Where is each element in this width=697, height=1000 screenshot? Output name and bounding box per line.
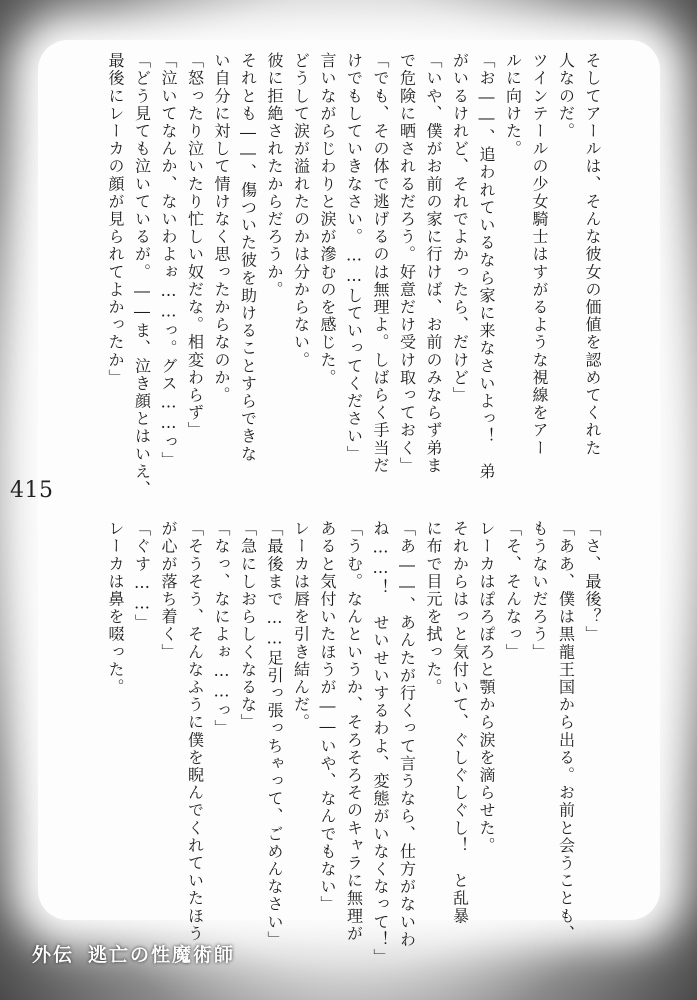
text-line: ツインテールの少女騎士はすがるような視線をアー	[530, 52, 549, 457]
text-line: レーカはぽろぽろと顎から涙を滴らせた。	[477, 520, 496, 855]
text-line: が心が落ち着く」	[159, 520, 178, 661]
text-line: 「さ、最後？」	[583, 520, 602, 644]
text-line: ね……！ せいせいするわよ、変態がいなくなって！」	[371, 520, 390, 966]
text-line: 「いや、僕がお前の家に行けば、お前のみならず弟ま	[424, 52, 443, 475]
text-line: 「お――、追われているなら家に来なさいよっ！ 弟	[477, 52, 496, 481]
text-line: もうないだろう」	[530, 520, 549, 661]
text-line: 「どう見ても泣いているが。――ま、泣き顔とはいえ、	[132, 52, 152, 498]
top-text-block	[102, 52, 606, 498]
text-line: それからはっと気付いて、ぐしぐしぐし！ と乱暴	[450, 520, 470, 925]
text-line: 「怒ったり泣いたり忙しい奴だな。相変わらず」	[185, 52, 205, 440]
text-line: けでもしていきなさい。……していってください」	[344, 52, 364, 463]
text-line: 人なのだ。	[556, 52, 576, 140]
running-footer	[32, 940, 235, 967]
footer-section: 外伝	[32, 944, 75, 966]
text-line: それとも――、傷ついた彼を助けることすらできな	[238, 52, 258, 463]
text-line: 彼に拒絶されたからだろうか。	[265, 52, 284, 299]
text-line: 「泣いてなんか、ないわよぉ……っ。グス……っ」	[159, 52, 178, 469]
text-line: 「そうそう、そんなふうに僕を睨んでくれていたほう	[185, 520, 205, 943]
text-line: 「最後まで……足引っ張っちゃって、ごめんなさい」	[265, 520, 284, 949]
text-line: どうして涙が溢れたのかは分からない。	[291, 52, 311, 369]
text-line: 「うむ。なんというか、そろそろそのキャラに無理が	[344, 520, 364, 943]
text-line: ルに向けた。	[503, 52, 523, 158]
footer-title: 逃亡の性魔術師	[88, 944, 236, 966]
text-line: 「でも、その体で逃げるのは無理よ。しばらく手当だ	[371, 52, 390, 475]
text-line: い自分に対して情けなく思ったからなのか。	[212, 52, 231, 404]
text-line: 最後にレーカの顔が見られてよかったか」	[106, 52, 125, 387]
text-line: 「あ――、あんたが行くって言うなら、仕方がないわ	[397, 520, 417, 949]
text-line: そしてアールは、そんな彼女の価値を認めてくれた	[583, 52, 602, 457]
text-line: がいるけれど、それでよかったら、だけど」	[450, 52, 470, 404]
text-line: 言いながらじわりと涙が滲むのを感じた。	[318, 52, 337, 387]
text-line: あると気付いたほうが――いや、なんでもない」	[318, 520, 337, 914]
text-line: レーカは唇を引き結んだ。	[291, 520, 311, 732]
text-line: 「ぐす……」	[132, 520, 152, 632]
text-line: に布で目元を拭った。	[424, 520, 443, 696]
page-number: 415	[10, 478, 54, 503]
text-line: で危険に晒されるだろう。好意だけ受け取っておく」	[397, 52, 417, 475]
text-line: 「ああ、僕は黒龍王国から出る。お前と会うことも、	[556, 520, 576, 943]
text-line: 「急にしおらしくなるな」	[238, 520, 258, 732]
text-line: 「そ、そんなっ」	[503, 520, 523, 661]
text-line: レーカは鼻を啜った。	[106, 520, 125, 696]
text-line: 「なっ、なによぉ……っ」	[212, 520, 231, 738]
